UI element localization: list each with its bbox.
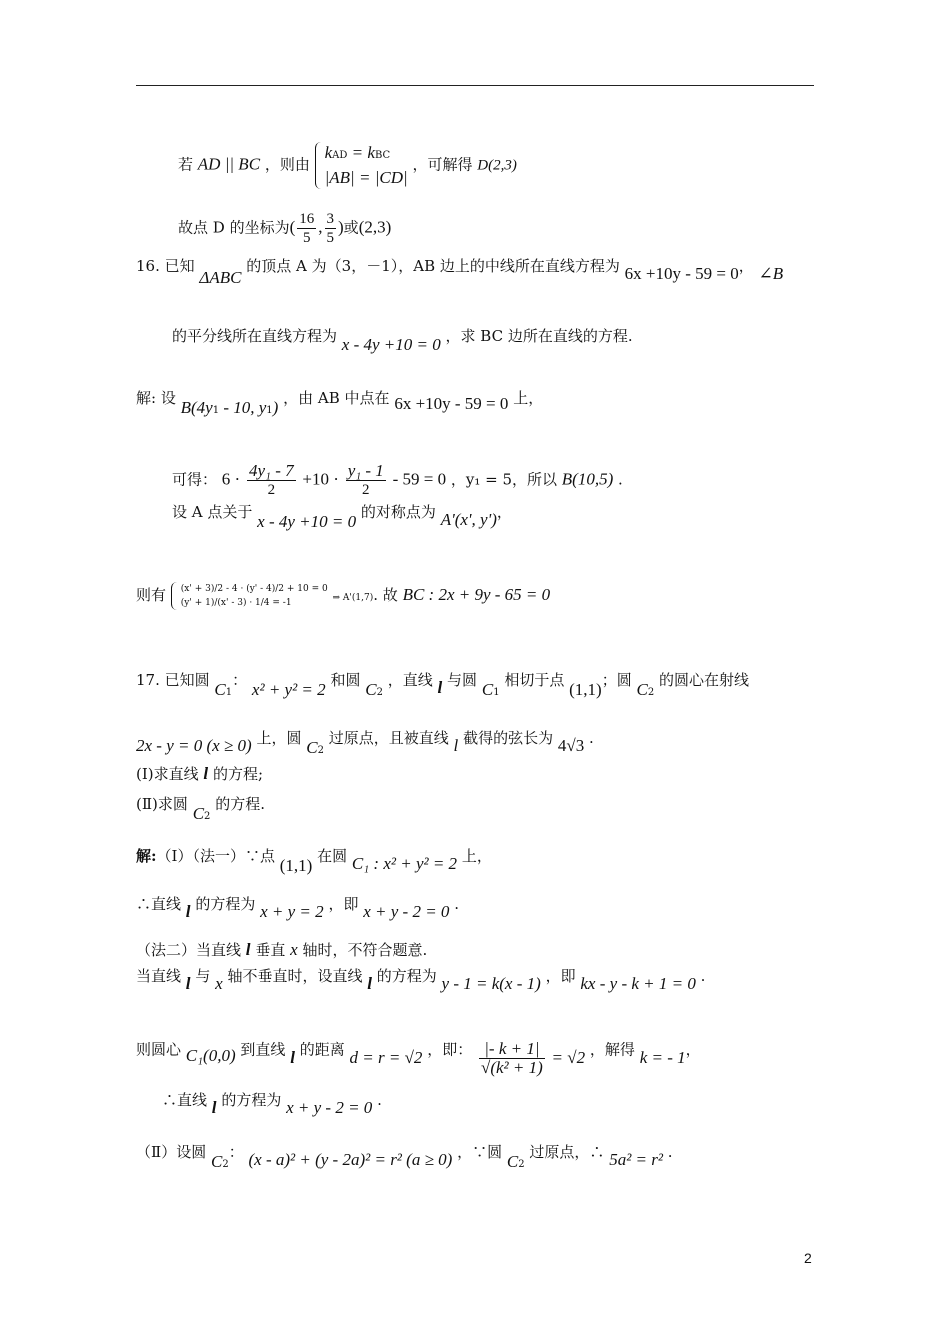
equation-system: kAD = kBC |AB| = |CD| — [315, 142, 408, 189]
text-kejiede: ，可解得 — [412, 155, 473, 174]
solution-17-line7: （Ⅱ）设圆 C2： (x - a)² + (y - 2a)² = r² (a ≥ 0) ，∵圆 C2 过原点，∴ 5a² = r² . — [136, 1143, 673, 1171]
math-bisector-eq: x - 4y +10 = 0 — [341, 335, 441, 354]
text-zeyou: ，则由 — [264, 155, 310, 174]
text-ruo: 若 — [178, 155, 194, 174]
solution-16-line3: 设 A 点关于 x - 4y +10 = 0 的对称点为 A'(x', y')， — [172, 503, 512, 531]
math-angle-b: ∠B — [758, 264, 784, 283]
problem-16-line2: 的平分线所在直线方程为 x - 4y +10 = 0 ，求 BC 边所在直线的方程. — [172, 327, 633, 354]
problem-17-q2: (Ⅱ)求圆 C2 的方程. — [136, 795, 265, 823]
solution-16-line2: 可得： 6 · $\frac{\text{4y₁ - 7}}{2}$ +10 · $\frac{\text{y₁ - 1}}{2}$ - 59 = 0 ，y₁ = 5，所以 B(10,5) . — [172, 461, 623, 498]
line-ad-bc — [178, 142, 517, 189]
problem-17-line1: 17. 已知圆 C1： x² + y² = 2 和圆 C2 ，直线 l 与圆 C1 相切于点 (1,1)；圆 C2 的圆心在射线 — [136, 671, 750, 699]
small-equation-system: (x' + 3)/2 - 4 · (y' - 4)/2 + 10 = 0 (y' + 1)/(x' - 3) · 1/4 = -1 — [171, 582, 328, 610]
page-number: 2 — [804, 1250, 812, 1266]
math-d-result: D(2,3) — [477, 157, 517, 174]
solution-17-line6: ∴直线 l 的方程为 x + y - 2 = 0 . — [162, 1091, 382, 1117]
frac-y1: $\frac{\text{y₁ - 1}}{2}$ — [347, 461, 384, 498]
solution-16-line1: 解: 设 B(4y1 - 10, y1) ，由 AB 中点在 6x +10y - 59 = 0 上， — [136, 389, 544, 417]
line-d-coords: 故点 D 的坐标为( $\frac{16}{5}$ , $\frac{3}{5}$ )或(2,3) — [178, 211, 392, 246]
header-rule — [136, 85, 814, 86]
problem-17-line2: 2x - y = 0 (x ≥ 0) 上，圆 C2 过原点，且被直线 l 截得的弦长为 4√3 . — [136, 729, 594, 757]
math-bc-result: BC : 2x + 9y - 65 = 0 — [402, 585, 551, 604]
frac-distance: $\frac{|- k + 1|}{\text{√(k² + 1)}}$ — [480, 1039, 543, 1077]
math-triangle-abc: ΔABC — [199, 268, 242, 287]
math-median-eq: 6x +10y - 59 = 0 — [624, 264, 739, 283]
text-gudian: 故点 D 的坐标为 — [178, 218, 290, 237]
math-ad-parallel-bc: AD || BC — [197, 154, 261, 174]
problem-17-q1: (Ⅰ)求直线 l 的方程; — [136, 764, 263, 783]
solution-17-line1: 解:（Ⅰ）（法一）∵点 (1,1) 在圆 C₁ : x² + y² = 2 上， — [136, 847, 492, 875]
solution-16-line4: 则有 (x' + 3)/2 - 4 · (y' - 4)/2 + 10 = 0 (y' + 1)/(x' - 3) · 1/4 = -1 ⇒ A'(1,7). 故 BC : 2x + 9y - 65 = 0 — [136, 584, 551, 608]
frac-16-5: $\frac{16}{5}$ — [299, 211, 315, 246]
solution-17-line3: （法二）当直线 l 垂直 x 轴时，不符合题意. — [136, 940, 428, 959]
frac-3-5: $\frac{3}{5}$ — [326, 211, 334, 246]
frac-4y1: $\frac{\text{4y₁ - 7}}{2}$ — [249, 461, 294, 498]
solution-17-line4: 当直线 l 与 x 轴不垂直时，设直线 l 的方程为 y - 1 = k(x - 1) ，即 kx - y - k + 1 = 0 . — [136, 967, 706, 993]
solution-17-line2: ∴直线 l 的方程为 x + y = 2 ，即 x + y - 2 = 0 . — [136, 895, 459, 921]
solution-17-line5: 则圆心 C₁(0,0) 到直线 l 的距离 d = r = √2 ，即： $\frac{|- k + 1|}{\text{√(k² + 1)}}$ = √2 ，解得 k = - 1， — [136, 1039, 701, 1077]
problem-16-line1: 16. 已知 ΔABC 的顶点 A 为（3，－1），AB 边上的中线所在直线方程为 6x +10y - 59 = 0， ∠B — [136, 257, 784, 287]
